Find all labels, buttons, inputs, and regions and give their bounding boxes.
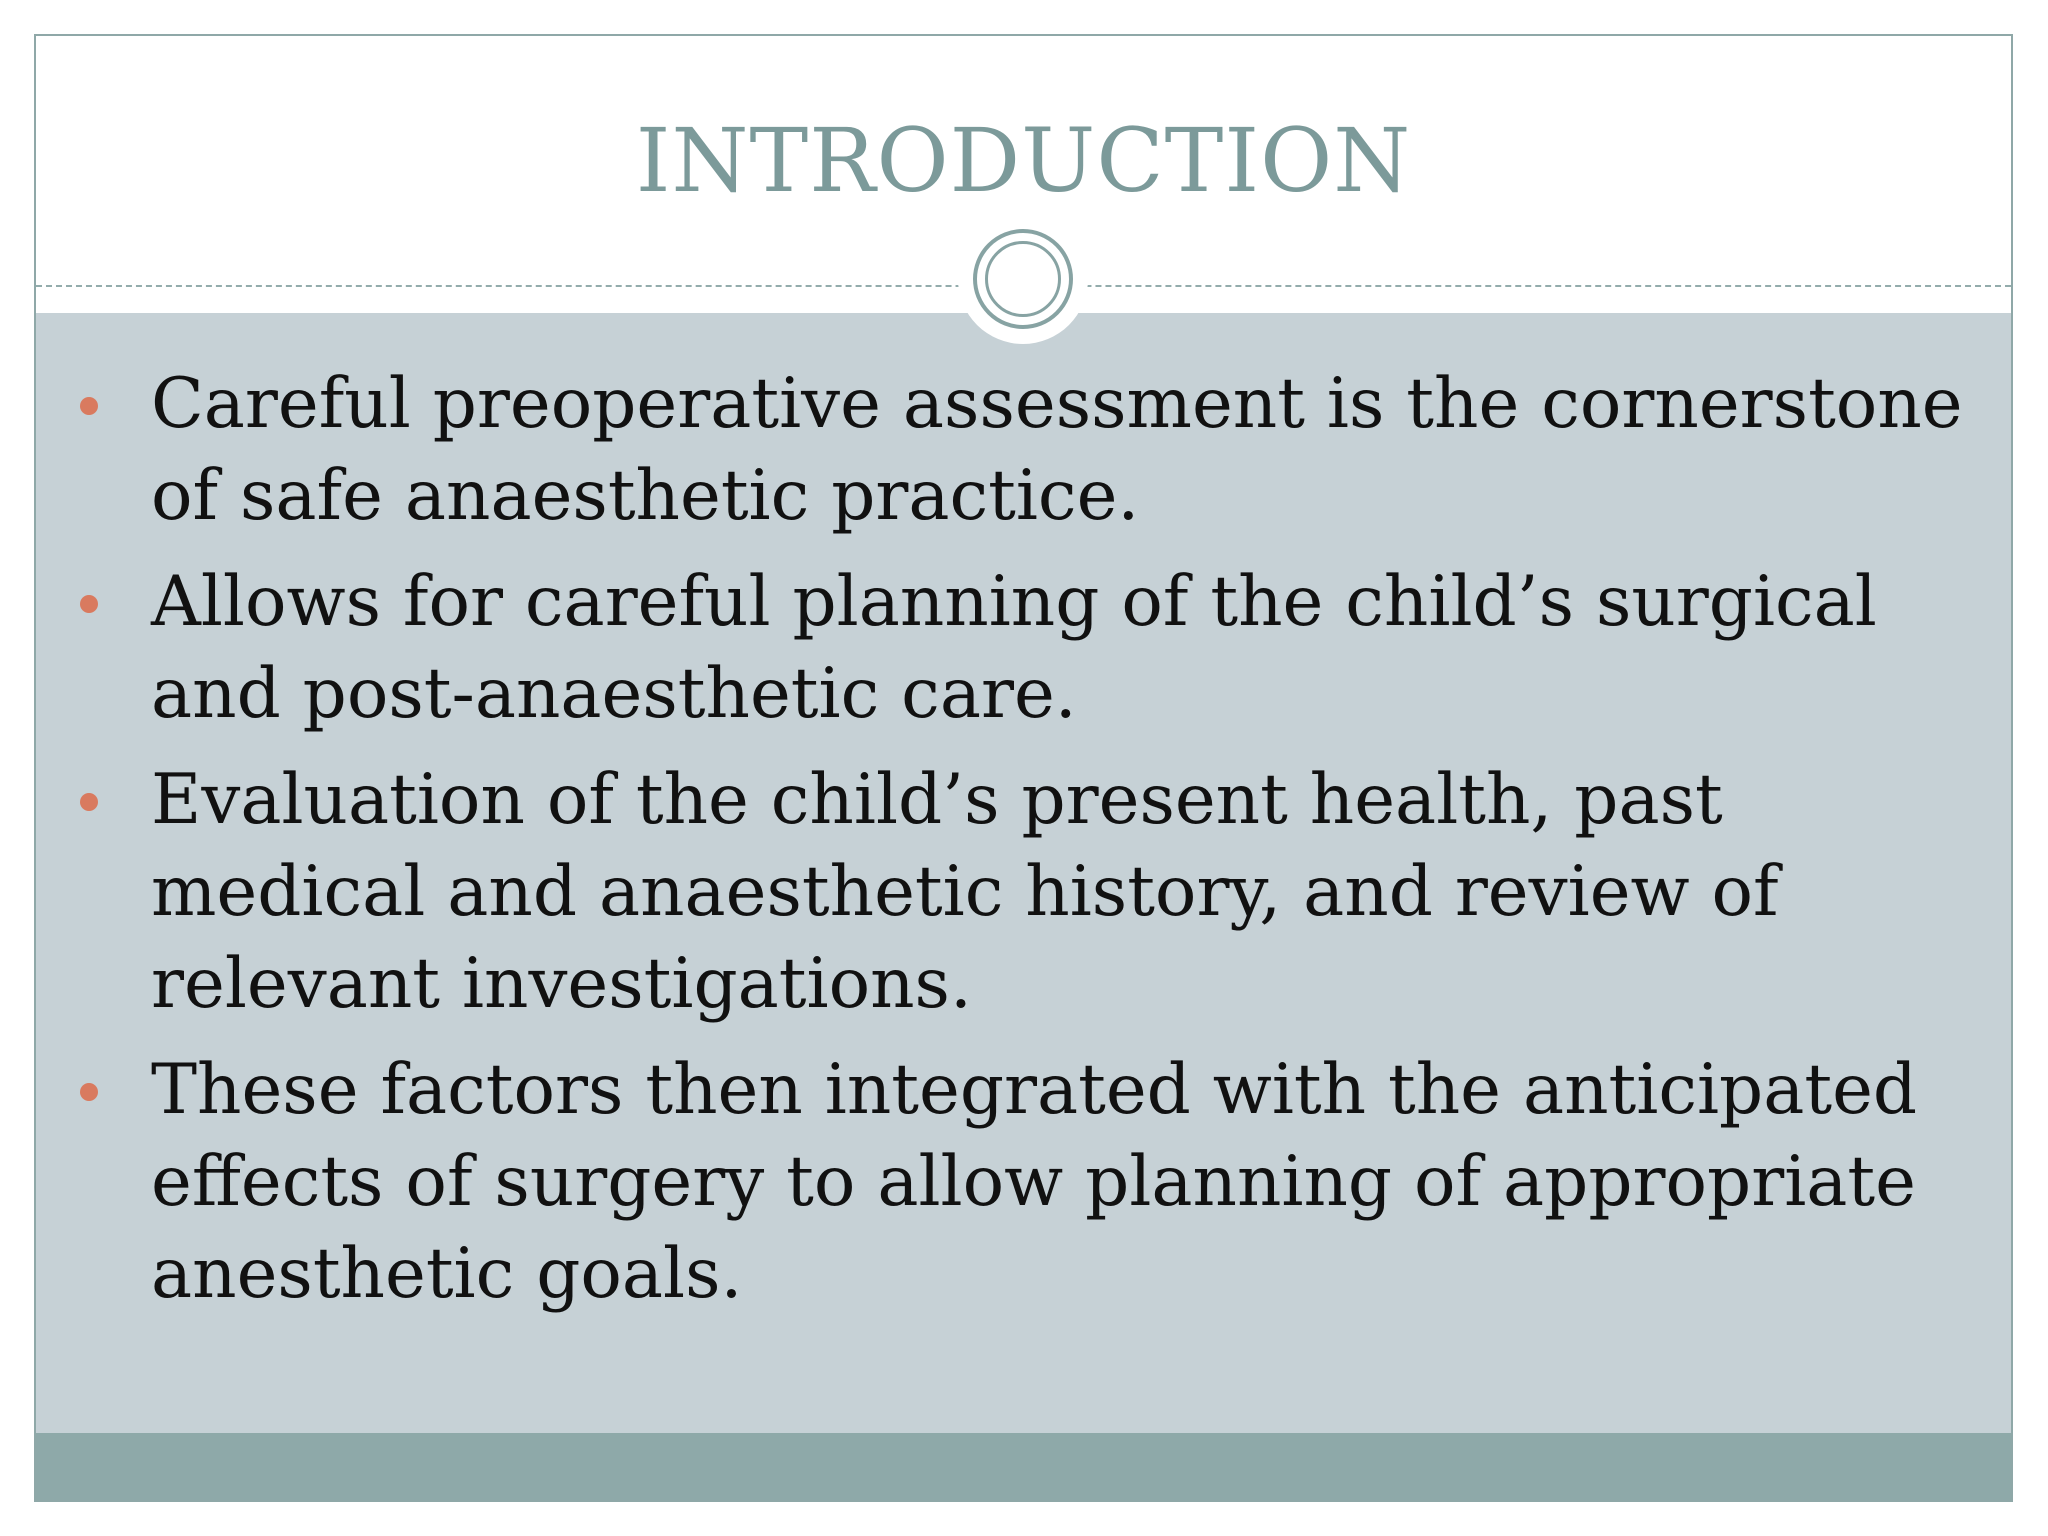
bullet-dot-icon xyxy=(80,595,98,613)
bullet-item xyxy=(151,754,1981,1030)
bullet-dot-icon xyxy=(80,793,98,811)
bullet-dot-icon xyxy=(80,1083,98,1101)
bullet-text: These factors then integrated with the anticipated effects of surgery to allow planning of appropriate anesthetic goals. xyxy=(151,1050,1918,1314)
slide-frame xyxy=(34,34,2013,1502)
bullet-text: Evaluation of the child’s present health, past medical and anaesthetic history, and review of relevant investigations. xyxy=(151,760,1779,1024)
bullet-text: Careful preoperative assessment is the cornerstone of safe anaesthetic practice. xyxy=(151,364,1963,536)
bullet-text: Allows for careful planning of the child’s surgical and post-anaesthetic care. xyxy=(151,562,1877,734)
bullet-list xyxy=(151,358,1981,1334)
slide-title: INTRODUCTION xyxy=(635,109,1412,212)
bullet-item xyxy=(151,1044,1981,1320)
bullet-item xyxy=(151,358,1981,542)
bullet-dot-icon xyxy=(80,397,98,415)
bullet-item xyxy=(151,556,1981,740)
footer-band xyxy=(36,1433,2011,1502)
inner-ring-icon xyxy=(985,241,1061,317)
